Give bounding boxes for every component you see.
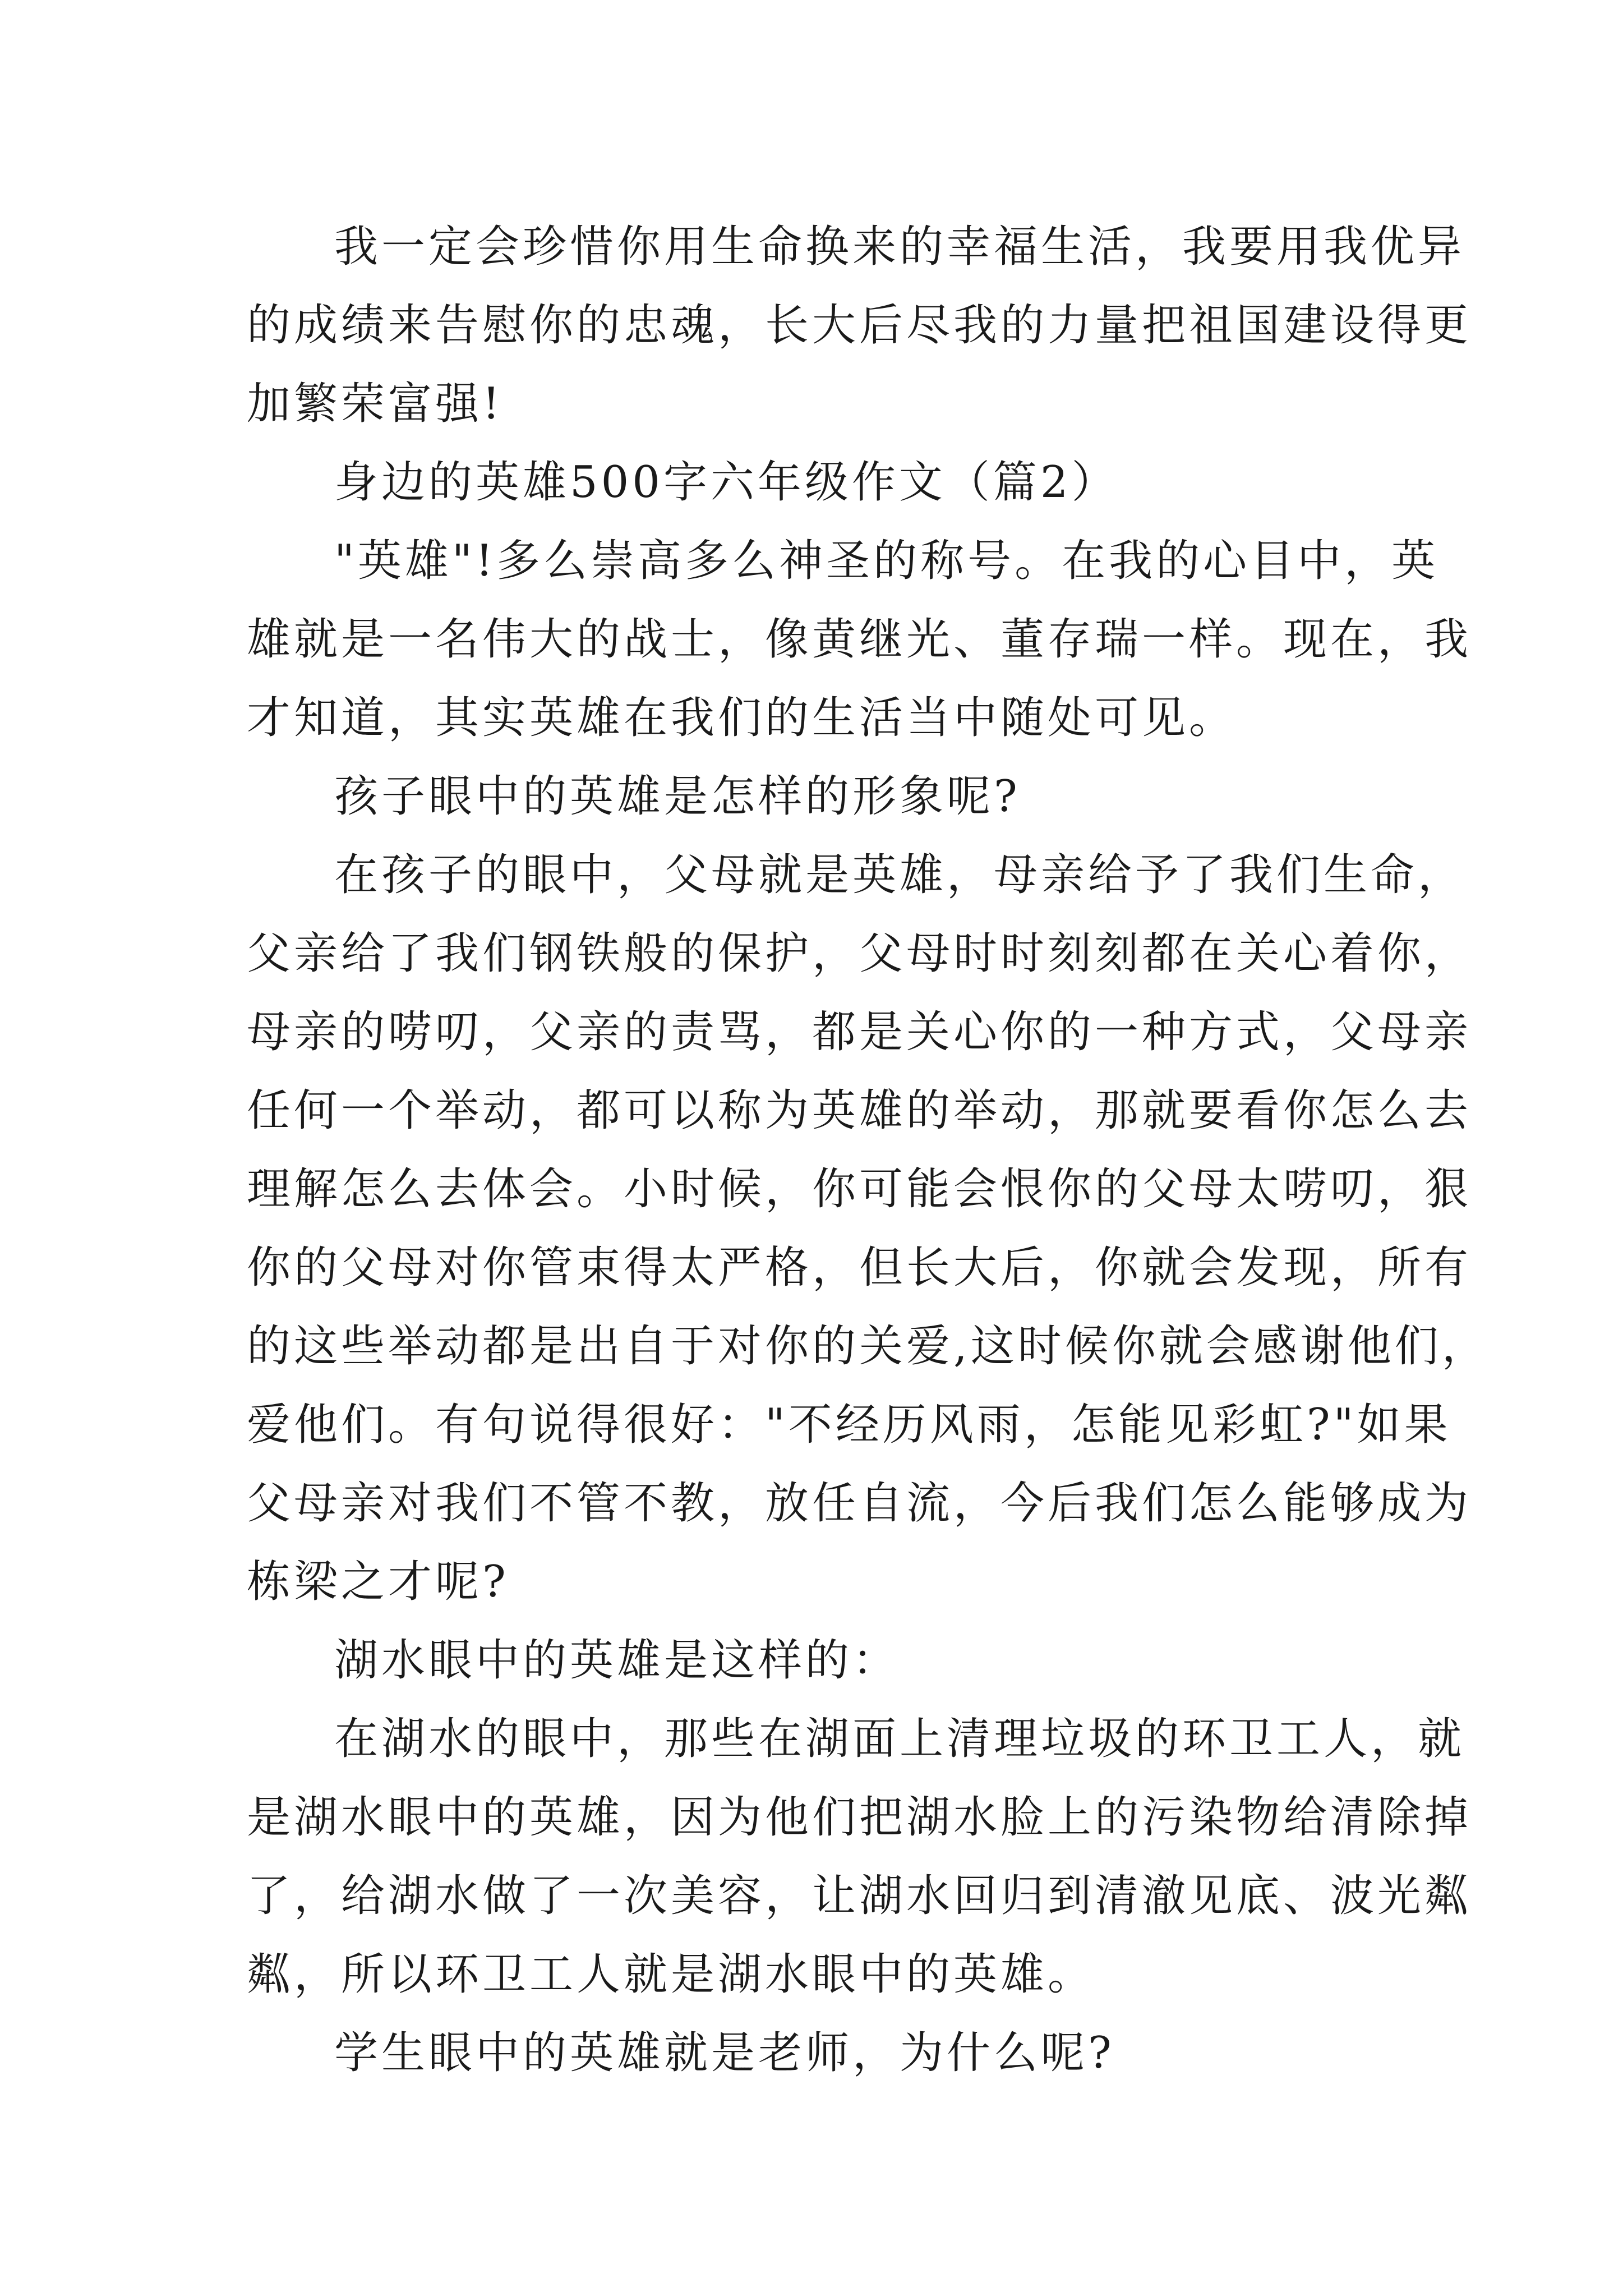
paragraph-conclusion [247,208,1472,443]
text-line: 你的父母对你管束得太严格，但长大后，你就会发现，所有 [247,1243,1472,1293]
text-line: 父亲给了我们钢铁般的保护，父母时时刻刻都在关心着你， [247,928,1472,979]
text-line: 爱他们。有句说得很好："不经历风雨，怎能见彩虹?"如果 [247,1400,1451,1450]
document-body [247,208,1489,2092]
text-line: 我一定会珍惜你用生命换来的幸福生活，我要用我优异 [334,222,1465,272]
text-line: 的这些举动都是出自于对你的关爱,这时候你就会感谢他们， [247,1321,1489,1372]
text-line: 加繁荣富强! [247,379,504,429]
text-line: 雄就是一名伟大的战士，像黄继光、董存瑞一样。现在，我 [247,614,1472,665]
text-line: 栋梁之才呢? [247,1557,509,1607]
paragraph-parents [247,836,1489,1621]
text-line: 任何一个举动，都可以称为英雄的举动，那就要看你怎么去 [247,1085,1472,1136]
text-line: "英雄"!多么崇高多么神圣的称号。在我的心目中，英 [334,536,1439,586]
text-line: 学生眼中的英雄就是老师，为什么呢? [334,2028,1115,2078]
text-line: 了，给湖水做了一次美容，让湖水回归到清澈见底、波光粼 [247,1871,1472,1921]
heading-line: 身边的英雄500字六年级作文（篇2） [334,457,1119,508]
text-line: 湖水眼中的英雄是这样的： [334,1635,900,1686]
text-line: 母亲的唠叨，父亲的责骂，都是关心你的一种方式，父母亲 [247,1007,1472,1057]
text-line: 孩子眼中的英雄是怎样的形象呢? [334,771,1021,822]
text-line: 理解怎么去体会。小时候，你可能会恨你的父母太唠叨，狠 [247,1164,1472,1214]
text-line: 是湖水眼中的英雄，因为他们把湖水脸上的污染物给清除掉 [247,1792,1472,1843]
text-line: 的成绩来告慰你的忠魂，长大后尽我的力量把祖国建设得更 [247,300,1472,351]
text-line: 在孩子的眼中，父母就是英雄，母亲给予了我们生命， [334,850,1465,900]
text-line: 才知道，其实英雄在我们的生活当中随处可见。 [247,693,1237,743]
paragraph-lake-heading [247,1621,1402,1700]
text-line: 粼，所以环卫工人就是湖水眼中的英雄。 [247,1949,1095,2000]
section-heading [247,443,1402,522]
paragraph-student-question [247,2014,1402,2092]
paragraph-intro [247,522,1472,757]
text-line: 父母亲对我们不管不教，放任自流，今后我们怎么能够成为 [247,1478,1472,1529]
paragraph-lake [247,1700,1472,2014]
text-line: 在湖水的眼中，那些在湖面上清理垃圾的环卫工人，就 [334,1714,1465,1764]
paragraph-question-child [247,757,1402,836]
